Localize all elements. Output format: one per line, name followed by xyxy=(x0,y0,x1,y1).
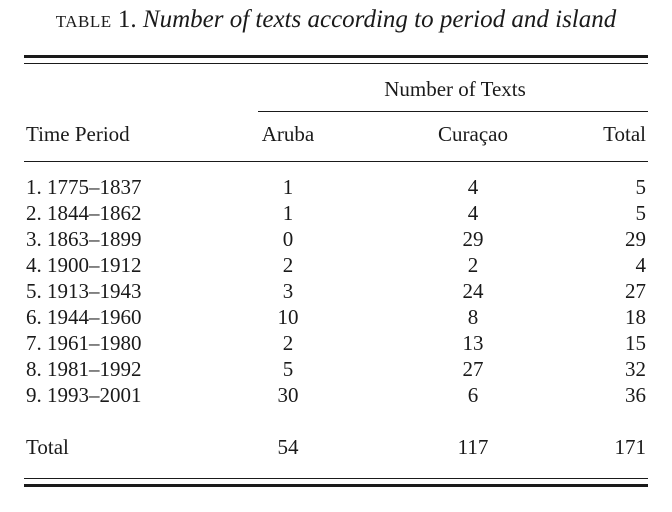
bottom-rule-thick xyxy=(24,484,648,487)
row-2-period: 2. 1844–1862 xyxy=(26,201,142,225)
totals-aruba: 54 xyxy=(277,435,299,459)
row-8-period: 8. 1981–1992 xyxy=(26,357,142,381)
row-5-total: 27 xyxy=(625,279,646,303)
row-3-total: 29 xyxy=(625,227,646,251)
totals-total: 171 xyxy=(614,435,646,459)
row-6-aruba: 10 xyxy=(277,305,299,329)
caption-number: 1. xyxy=(117,6,137,33)
row-2-curacao: 4 xyxy=(467,201,479,225)
row-8-aruba: 5 xyxy=(282,357,294,381)
row-7-period: 7. 1961–1980 xyxy=(26,331,142,355)
row-4-curacao: 2 xyxy=(467,253,479,277)
row-9-total: 36 xyxy=(625,383,646,407)
row-6-curacao: 8 xyxy=(467,305,479,329)
totals-label: Total xyxy=(26,435,69,459)
row-3-curacao: 29 xyxy=(462,227,484,251)
row-4-period: 4. 1900–1912 xyxy=(26,253,142,277)
row-7-curacao: 13 xyxy=(462,331,484,355)
header-curacao: Curaçao xyxy=(438,122,508,146)
row-1-curacao: 4 xyxy=(467,175,479,199)
row-2-aruba: 1 xyxy=(282,201,294,225)
row-5-curacao: 24 xyxy=(462,279,484,303)
row-9-curacao: 6 xyxy=(467,383,479,407)
header-aruba: Aruba xyxy=(261,122,315,146)
row-7-aruba: 2 xyxy=(282,331,294,355)
row-4-total: 4 xyxy=(635,253,646,277)
row-7-total: 15 xyxy=(625,331,646,355)
row-1-period: 1. 1775–1837 xyxy=(26,175,142,199)
row-5-aruba: 3 xyxy=(282,279,294,303)
row-6-total: 18 xyxy=(625,305,646,329)
row-9-period: 9. 1993–2001 xyxy=(26,383,142,407)
row-1-aruba: 1 xyxy=(282,175,294,199)
row-1-total: 5 xyxy=(635,175,646,199)
row-9-aruba: 30 xyxy=(277,383,299,407)
header-span-rule xyxy=(258,111,648,112)
row-4-aruba: 2 xyxy=(282,253,294,277)
caption-title: Number of texts according to period and island xyxy=(142,6,617,33)
top-rule-thick xyxy=(24,55,648,58)
bottom-rule-thin xyxy=(24,478,648,479)
row-6-period: 6. 1944–1960 xyxy=(26,305,142,329)
row-8-curacao: 27 xyxy=(462,357,484,381)
table-caption xyxy=(0,6,672,34)
header-total: Total xyxy=(603,122,646,146)
row-3-period: 3. 1863–1899 xyxy=(26,227,142,251)
totals-curacao: 117 xyxy=(457,435,489,459)
row-2-total: 5 xyxy=(635,201,646,225)
row-8-total: 32 xyxy=(625,357,646,381)
top-rule-thin xyxy=(24,63,648,64)
caption-label: TABLE xyxy=(55,12,112,31)
row-5-period: 5. 1913–1943 xyxy=(26,279,142,303)
header-rule xyxy=(24,161,648,162)
row-3-aruba: 0 xyxy=(282,227,294,251)
header-time-period: Time Period xyxy=(26,122,130,146)
header-number-of-texts: Number of Texts xyxy=(384,77,526,101)
